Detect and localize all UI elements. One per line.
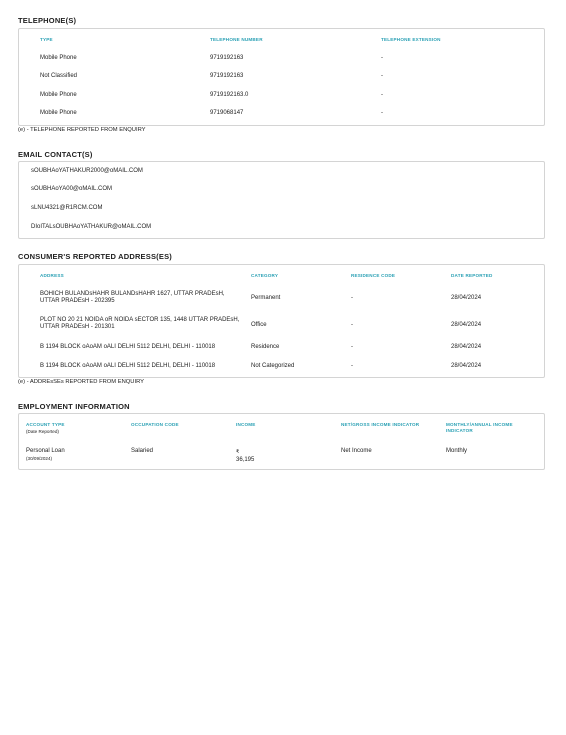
- column-header-occupation-code: OCCUPATION CODE: [131, 422, 179, 427]
- column-header-income: INCOME: [236, 422, 256, 427]
- address-residence-code: -: [351, 344, 353, 350]
- phone-number: 9719192163: [210, 55, 244, 61]
- phone-type: Mobile Phone: [40, 110, 77, 116]
- employment-occupation: Salaried: [131, 448, 154, 454]
- address-text: B 1194 BLOCK oAoAM oALI DELHI 5112 DELHI, DELHI - 110018: [40, 363, 216, 369]
- address-category: Permanent: [251, 295, 281, 301]
- address-residence-code: -: [351, 322, 353, 328]
- address-date-reported: 28/04/2024: [451, 363, 482, 369]
- employment-table: [18, 413, 545, 470]
- address-category: Not Categorized: [251, 363, 295, 369]
- phone-number: 9719192163: [210, 73, 244, 79]
- phone-extension: -: [381, 110, 383, 116]
- phone-number: 9719192163.0: [210, 92, 249, 98]
- column-header-date-reported: DATE REPORTED: [451, 273, 493, 278]
- telephones-note: (e) - TELEPHONE REPORTED FROM ENQUIRY: [18, 127, 146, 133]
- column-header-address: ADDRESS: [40, 273, 64, 278]
- emails-title: EMAIL CONTACT(S): [18, 150, 93, 159]
- phone-extension: -: [381, 55, 383, 61]
- column-header-category: CATEGORY: [251, 273, 279, 278]
- column-header-telephone-extension: TELEPHONE EXTENSION: [381, 37, 441, 42]
- telephones-title: TELEPHONE(S): [18, 16, 77, 25]
- emails-list: [18, 161, 545, 239]
- address-residence-code: -: [351, 295, 353, 301]
- phone-type: Mobile Phone: [40, 55, 77, 61]
- email-item: sOUBHAoYATHAKUR2000@oMAIL.COM: [31, 168, 143, 174]
- address-text: B 1194 BLOCK oAoAM oALI DELHI 5112 DELHI, DELHI - 110018: [40, 344, 216, 350]
- employment-date-reported: (30/09/2024): [26, 456, 53, 461]
- phone-type: Not Classified: [40, 73, 78, 79]
- employment-net-gross: Net Income: [341, 448, 372, 454]
- column-header-net-gross: NET/GROSS INCOME INDICATOR: [341, 422, 420, 427]
- address-date-reported: 28/04/2024: [451, 322, 482, 328]
- address-date-reported: 28/04/2024: [451, 344, 482, 350]
- address-category: Residence: [251, 344, 280, 350]
- column-header-type: TYPE: [40, 37, 53, 42]
- addresses-note: (e) - ADDREsSEs REPORTED FROM ENQUIRY: [18, 379, 145, 385]
- addresses-title: CONSUMER'S REPORTED ADDRESS(ES): [18, 252, 172, 261]
- phone-extension: -: [381, 92, 383, 98]
- employment-income: 36,195: [236, 457, 255, 463]
- addresses-table: [18, 264, 545, 378]
- column-header-monthly-annual: MONTHLY/ANNUAL INCOME INDICATOR: [446, 422, 513, 433]
- phone-number: 9719068147: [210, 110, 244, 116]
- rupee-icon: ₹: [236, 449, 240, 455]
- column-header-telephone-number: TELEPHONE NUMBER: [210, 37, 263, 42]
- address-category: Office: [251, 322, 267, 328]
- email-item: sOUBHAoYA00@oMAIL.COM: [31, 186, 113, 192]
- address-date-reported: 28/04/2024: [451, 295, 482, 301]
- employment-account-type: Personal Loan: [26, 448, 65, 454]
- phone-extension: -: [381, 73, 383, 79]
- address-residence-code: -: [351, 363, 353, 369]
- employment-monthly-annual: Monthly: [446, 448, 468, 454]
- email-item: DIoITALsOUBHAoYATHAKUR@oMAIL.COM: [31, 224, 152, 230]
- column-header-date-reported-sub: (Date Reported): [26, 429, 59, 434]
- address-text: PLOT NO 20 21 NOIDA oR NOIDA sECTOR 135, 1448 UTTAR PRADEsH, UTTAR PRADEsH - 201301: [40, 317, 240, 330]
- phone-type: Mobile Phone: [40, 92, 77, 98]
- column-header-account-type: ACCOUNT TYPE: [26, 422, 65, 427]
- email-item: sLNU4321@R1RCM.COM: [31, 205, 103, 211]
- employment-title: EMPLOYMENT INFORMATION: [18, 402, 130, 411]
- address-text: BOHICH BULANDsHAHR BULANDsHAHR 1627, UTTAR PRADEsH, UTTAR PRADEsH - 202395: [40, 291, 225, 304]
- column-header-residence-code: RESIDENCE CODE: [351, 273, 396, 278]
- telephones-table: [18, 28, 545, 126]
